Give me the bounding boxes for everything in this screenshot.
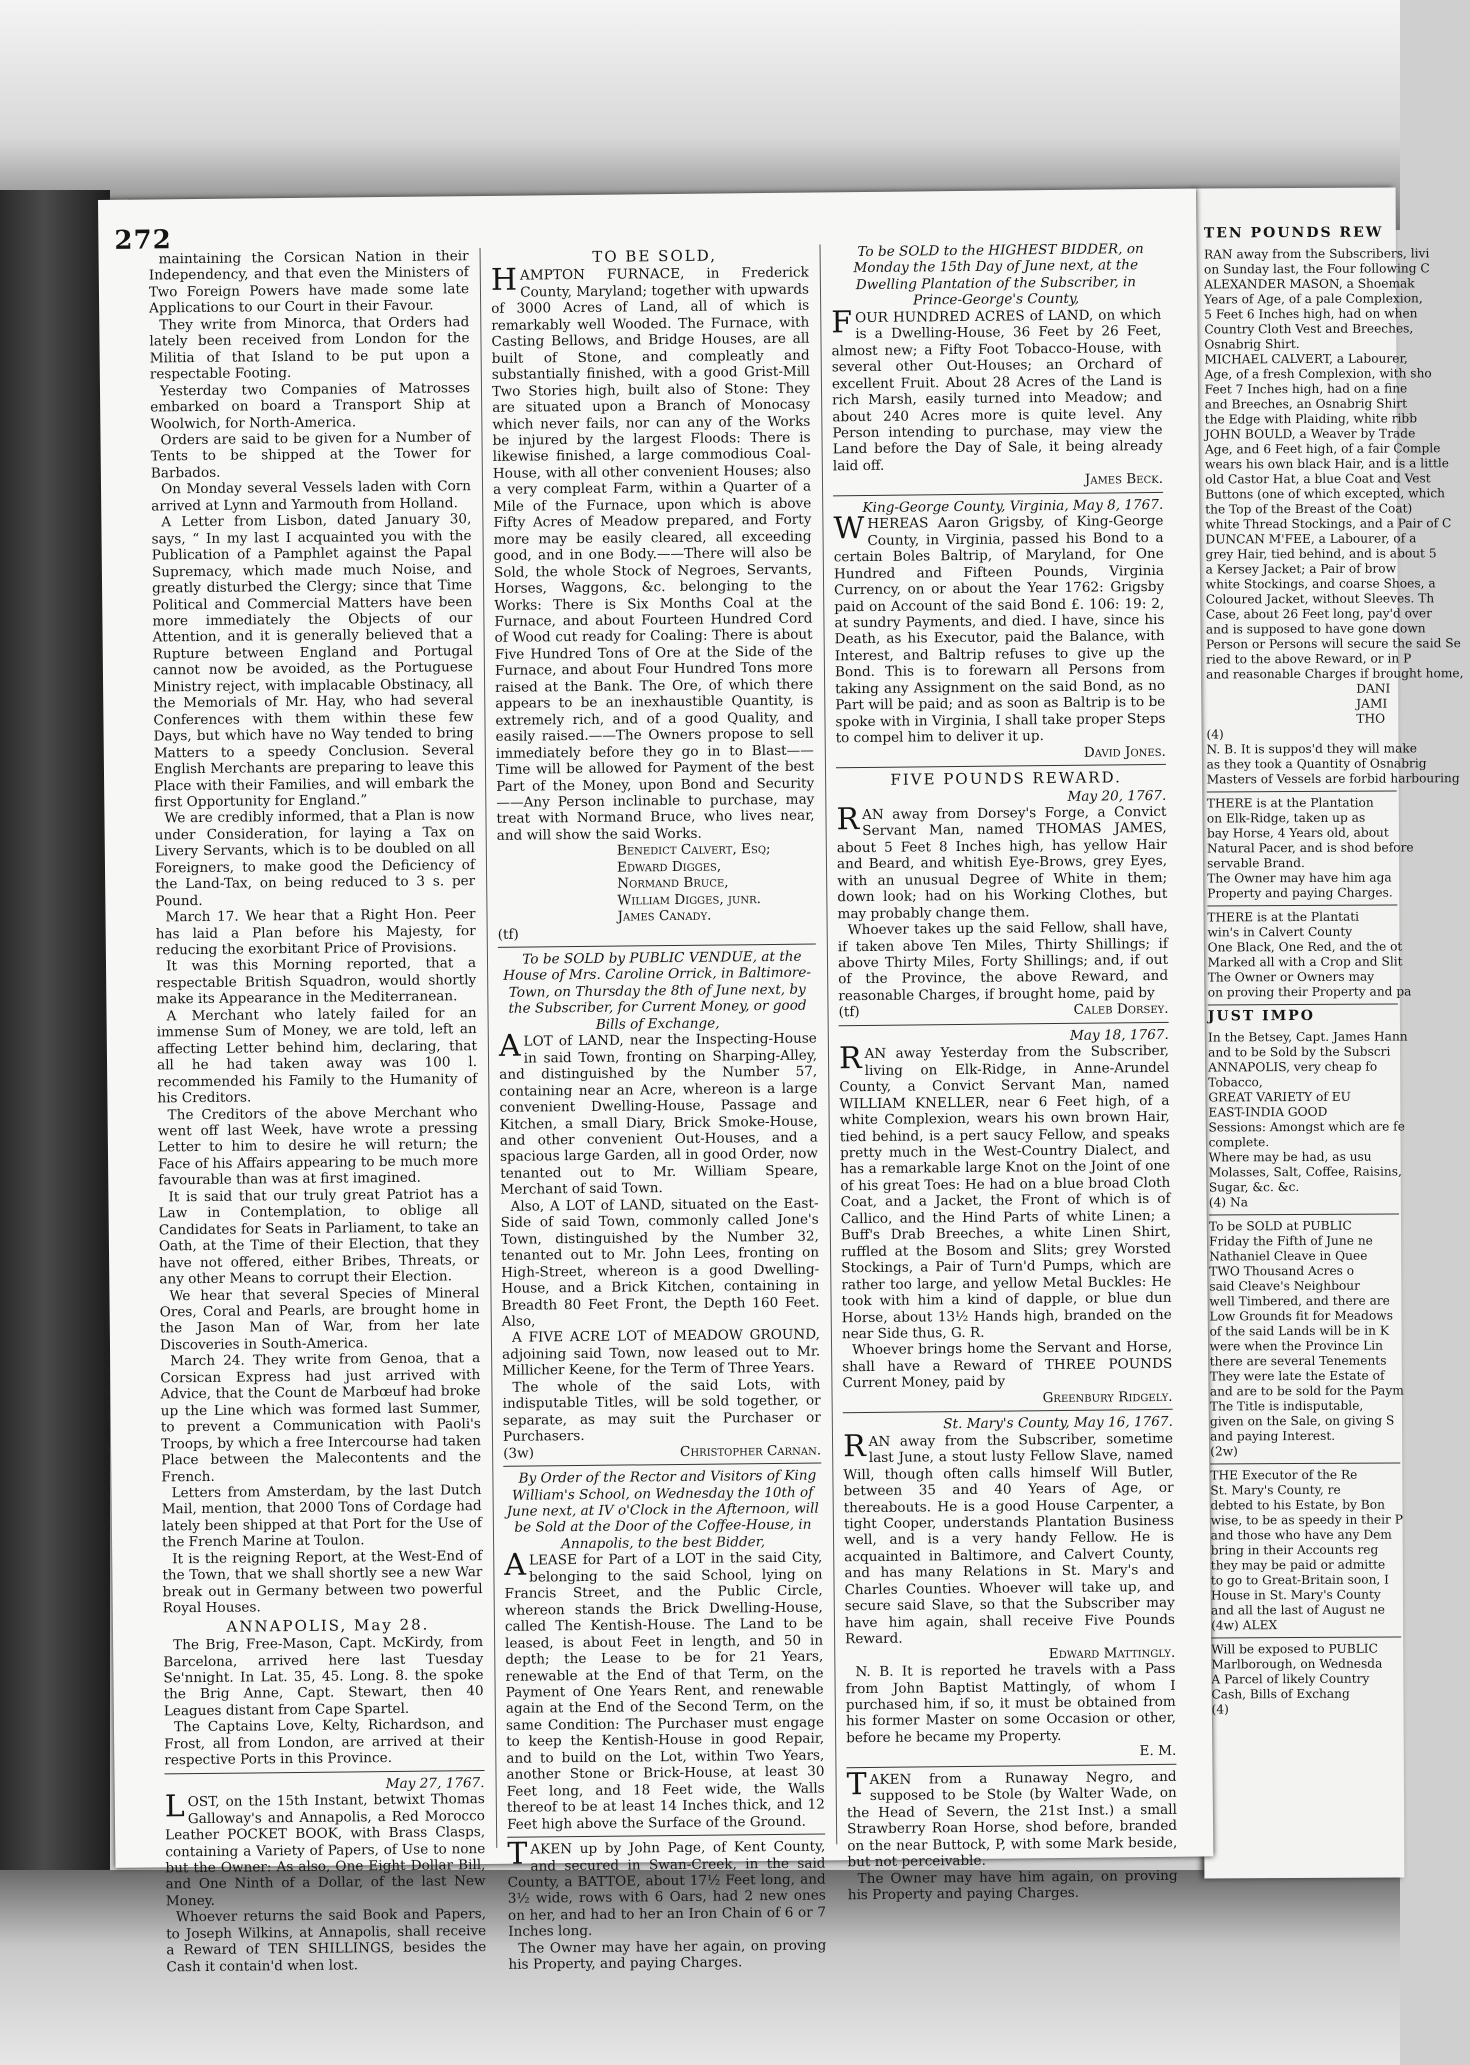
- facing-page-line: A Parcel of likely Country: [1211, 1671, 1370, 1687]
- facing-page-signature: DANI: [1356, 681, 1391, 696]
- facing-page-line: Feet 7 Inches high, had on a fine: [1204, 381, 1408, 397]
- news-paragraph: March 17. We hear that a Right Hon. Peer has laid a Plan before his Majesty, for reducing the exorbitant Price of Provisions.: [155, 906, 476, 959]
- runaway-advert-signatures: [1206, 681, 1396, 727]
- facing-page-line: The Title is indisputable,: [1209, 1398, 1364, 1414]
- five-pounds-reward: Whoever takes up the said Fellow, shall have, if taken above Ten Miles, Thirty Shillings; if above Thirty Miles, Forty Shillings; and, if out of the Province, the above Reward, and reasonable Charges, if brought home, paid by: [837, 918, 1169, 1005]
- facing-page-line: Marked all with a Crop and Slit: [1207, 954, 1403, 970]
- facing-page-line: House in St. Mary's County: [1210, 1587, 1381, 1603]
- runaway-horse-owner: The Owner may have him again, on proving his Property and paying Charges.: [847, 1867, 1178, 1904]
- facing-page-line: (4) Na: [1208, 1195, 1249, 1210]
- facing-page-line: Natural Pacer, and is shod before: [1206, 840, 1414, 856]
- facing-page-line: to go to Great-Britain soon, I: [1210, 1572, 1389, 1588]
- news-paragraph: March 24. They write from Genoa, that a Corsican Express had just arrived with Advice, that the Count de Marbœuf had broke up the Line which was formed last Summer, to prevent a Communication with Paoli's Troops, by which a free Intercourse had taken Place between the Malecontents and the French.: [160, 1350, 482, 1485]
- annapolis-paragraph: The Brig, Free-Mason, Capt. McKirdy, from Barcelona, arrived here last Tuesday Se'nnight. In Lat. 35, 45. Long. 8. the spoke the Brig Anne, Capt. Stewart, then 40 Leagues distant from Cape Spartel.: [163, 1634, 484, 1720]
- facing-page-line: Coloured Jacket, without Sleeves. Th: [1205, 591, 1435, 607]
- facing-page-line: Molasses, Salt, Coffee, Raisins,: [1208, 1164, 1402, 1180]
- facing-page-line: on proving their Property and pa: [1207, 984, 1412, 1000]
- book-spine: [0, 190, 110, 1890]
- facing-page-line: ALEXANDER MASON, a Shoemak: [1204, 276, 1415, 292]
- facing-page-line: a Kersey Jacket; a Pair of brow: [1205, 561, 1397, 577]
- facing-page-line: and is supposed to have gone down: [1205, 621, 1426, 637]
- school-lease-text: ALEASE for Part of a LOT in the said City, belonging to the said School, lying on Francis Street, and the Public Circle, whereon stands the Brick Dwelling-House, called The Kentish-House. The Land to be leased, is about Feet in length, and 50 in depth; the Lease to be for 21 Years, renewable at the End of that Term, on the Payment of One Years Rent, and renewable again at the End of the Second Term, on the same Condition: The Purchaser must engage to keep the Kentish-House in good Repair, and to build on the Lot, within Two Years, another Stone or Brick-House, at least 30 Feet long, and 18 Feet wide, the Walls thereof to be at least 14 Inches thick, and 12 Feet high above the Surface of the Ground.: [504, 1547, 825, 1833]
- news-paragraph: Letters from Amsterdam, by the last Dutch Mail, mention, that 2000 Tons of Cordage had lately been shipped at that Port for the Use of the French Marine at Toulon.: [161, 1482, 482, 1551]
- facing-page-line: N. B. It is suppos'd they will make: [1206, 741, 1417, 757]
- facing-page-line: the Edge with Plaiding, white ribb: [1204, 411, 1418, 427]
- facing-page-line: were when the Province Lin: [1209, 1338, 1384, 1354]
- annapolis-heading: ANNAPOLIS, May 28.: [226, 1615, 430, 1636]
- exposed-sale-lines: [1211, 1641, 1401, 1717]
- facing-page-line: The Owner or Owners may: [1207, 969, 1375, 985]
- runaway-advert-mark: (4): [1206, 727, 1224, 742]
- facing-page-line: wears his own black Hair, and is a little: [1204, 456, 1450, 472]
- news-paragraph: It is said that our truly great Patriot has a Law in Contemplation, to oblige all Candidates for Seats in Parliament, to take an Oath, at the Time of their Election, that they have not offered, either Bribes, Threats, or any other Means to corrupt their Election.: [158, 1185, 480, 1288]
- facing-page-line: Osnabrig Shirt.: [1204, 336, 1300, 352]
- highest-bidder-text: FOUR HUNDRED ACRES of LAND, on which is a Dwelling-House, 36 Feet by 26 Feet, almost new; a Fifty Foot Tobacco-House, with several other Out-Houses; an Orchard of excellent Fruit. About 28 Acres of the Land is rich Marsh, easily turned into Meadow; and about 240 Acres more is quite level. Any Person intending to purchase, may view the Land before the Day of Sale, it being already laid off.: [831, 304, 1163, 475]
- facing-page-line: white Stockings, and coarse Shoes, a: [1205, 576, 1436, 592]
- vendue-footer: [503, 1442, 821, 1462]
- facing-page-line: Property and paying Charges.: [1207, 885, 1393, 901]
- facing-page-line: bring in their Accounts reg: [1210, 1542, 1379, 1558]
- facing-page-line: THE Executor of the Re: [1210, 1467, 1358, 1483]
- facing-page-line: The Owner may have him aga: [1207, 870, 1392, 886]
- plantation-notice-lines: [1206, 795, 1414, 901]
- facing-page-line: THERE is at the Plantati: [1207, 909, 1360, 925]
- facing-page-line: Sugar, &c. &c.: [1208, 1180, 1300, 1195]
- hampton-signer: Benedict Calvert, Esq;: [616, 841, 771, 859]
- facing-page-line: Country Cloth Vest and Breeches,: [1204, 321, 1414, 337]
- facing-page-line: (4w) ALEX: [1211, 1618, 1278, 1633]
- facing-page-line: and reasonable Charges if brought home,: [1206, 666, 1464, 682]
- facing-page-text: [1203, 224, 1464, 1717]
- runaway-nb-lines: [1206, 741, 1460, 787]
- facing-page-line: they may be paid or admitte: [1210, 1557, 1386, 1573]
- facing-page-line: grey Hair, tied behind, and is about 5: [1205, 546, 1437, 562]
- news-paragraph: Yesterday two Companies of Matrosses embarked on board a Transport Ship at Woolwich, for North-America.: [150, 379, 471, 432]
- facing-page-line: Buttons (one of which excepted, which: [1205, 486, 1446, 502]
- hampton-advert-text: HAMPTON FURNACE, in Frederick County, Maryland; together with upwards of 3000 Acres of Land, all of which is remarkably well Wooded. The Furnace, with Casting Bellows, and Bridge Houses, are all built of Stone, and compleatly and substantially finished, with a good Grist-Mill Two Stories high, built also of Stone: They are situated upon a Branch of Monocasy which never fails, nor can any of the Works be injured by the largest Floods: There is likewise finished, a large commodious Coal-House, with all other convenient Houses; also a very compleat Farm, within a Quarter of a Mile of the Furnace, upon which is above Fifty Acres of Meadow prepared, and Forty more may be easily cleared, all exceeding good, and in one Body.——There will also be Sold, the whole Stock of Negroes, Servants, Horses, Waggons, &c. belonging to the Works: There is Six Months Coal at the Furnace, and about Fourteen Hundred Cord of Wood cut ready for Coaling: There is about Five Hundred Tons of Ore at the Side of the Furnace, and about Four Hundred Tons more raised at the Bank. The Ore, of which there appears to be an inexhaustible Quantity, is extremely rich, and of a good Quality, and easily raised.——The Owners propose to sell immediately before they go in to Blast——Time will be allowed for Payment of the best Part of the Money, upon Bond and Security——Any Person inclinable to purchase, may treat with Normand Bruce, who lives near, and will show the said Works.: [490, 263, 815, 844]
- facing-page-line: and Breeches, an Osnabrig Shirt: [1204, 396, 1408, 412]
- facing-page-line: and to be Sold by the Subscri: [1208, 1044, 1391, 1060]
- import-heading: JUST IMPO: [1207, 1007, 1315, 1025]
- facing-page-line: and those who have any Dem: [1210, 1527, 1392, 1543]
- facing-page-line: They were late the Estate of: [1209, 1368, 1385, 1384]
- king-george-dateline: King-George County, Virginia, May 8, 1767.: [862, 496, 1164, 516]
- facing-page-line: and paying Interest.: [1210, 1428, 1336, 1444]
- news-paragraph: We are credibly informed, that a Plan is now under Consideration, for laying a Tax on Livery Servants, which is to be doubled on all Foreigners, to make good the Deficiency of the Land-Tax, on being reduced to 3 s. per Pound.: [154, 807, 476, 910]
- facing-page-line: ried to the above Reward, or in P: [1206, 651, 1412, 667]
- lost-advert-text: LOST, on the 15th Instant, betwixt Thomas Galloway's and Annapolis, a Red Morocco Leather POCKET BOOK, with Brass Clasps, containing a Variety of Papers, of Use to none but the Owner: As also, One Eight Dollar Bill, and One Ninth of a Dollar, of the last New Money.: [164, 1789, 486, 1910]
- column-3: [831, 241, 1178, 1904]
- news-paragraph: It is the reigning Report, at the West-End of the Town, that we shall shortly see a new War break out in Germany between two powerful Royal Houses.: [162, 1547, 483, 1617]
- column-2: [491, 245, 827, 1974]
- annapolis-paragraph: The Captains Love, Kelty, Richardson, and Frost, all from London, are arrived at their respective Ports in this Province.: [164, 1716, 485, 1769]
- facing-page-line: white Thread Stockings, and a Pair of C: [1205, 516, 1452, 532]
- lost-advert-date: May 27, 1767.: [385, 1774, 485, 1792]
- vendue-lot-2: Also, A LOT of LAND, situated on the East-Side of said Town, commonly called Jone's Town, distinguished by the Number 32, tenanted out to Mr. John Lees, fronting on High-Street, whereon is a good Dwelling-House, and a Brick Kitchen, containing in Breadth 80 Feet Front, the Depth 160 Feet. Also,: [500, 1195, 820, 1330]
- facing-page-line: well Timbered, and there are: [1209, 1293, 1390, 1309]
- battoe-advert-text: TAKEN up by John Page, of Kent County, and secured in Swan-Creek, in the said County, a BATTOE, about 17½ Feet long, and 3½ wide, rows with 6 Oars, had 2 new ones on her, and had to her an Iron Chain of 6 or 7 Inches long.: [507, 1836, 827, 1941]
- facing-page-line: JOHN BOULD, a Weaver by Trade: [1204, 426, 1416, 442]
- will-nb: N. B. It is reported he travels with a Pass from John Baptist Mattingly, of whom I purchased him, if so, it must be obtained from his former Master on some Occasion or other, before he became my Property.: [845, 1660, 1177, 1747]
- news-paragraph: They write from Minorca, that Orders had lately been received from London for the Militia of that Island to be put upon a respectable Footing.: [149, 313, 470, 383]
- facing-page-line: Will be exposed to PUBLIC: [1211, 1641, 1378, 1657]
- news-paragraph: The Creditors of the above Merchant who went off last Week, have wrote a pressing Letter to him to desire he will return; the Face of his Affairs appearing to be much more favourable than was at first imagined.: [157, 1103, 479, 1189]
- facing-page-line: Masters of Vessels are forbid harbouring: [1206, 771, 1460, 787]
- import-notice-lines: [1207, 1029, 1408, 1210]
- facing-page-line: Case, about 26 Feet long, pay'd over: [1205, 606, 1432, 622]
- facing-page-line: old Castor Hat, a blue Coat and Vest: [1205, 471, 1431, 487]
- facing-page-line: on Elk-Ridge, taken up as: [1206, 810, 1366, 826]
- facing-page-line: win's in Calvert County: [1207, 924, 1353, 940]
- facing-page-line: MICHAEL CALVERT, a Labourer,: [1204, 351, 1408, 367]
- news-paragraph: Orders are said to be given for a Number of Tents to be shipped at the Tower for Barbados.: [150, 429, 471, 482]
- executor-notice-lines: [1210, 1467, 1401, 1633]
- hampton-signers: [497, 841, 816, 927]
- news-paragraph: maintaining the Corsican Nation in their Independency, and that even the Ministers of Two Foreign Powers have made some late Applications to our Court in their Favour.: [148, 248, 470, 317]
- facing-page-line: as they took a Quantity of Osnabrig: [1206, 756, 1427, 772]
- king-george-signature: David Jones.: [1083, 743, 1166, 761]
- facing-page-line: EAST-INDIA GOOD: [1208, 1104, 1328, 1120]
- facing-page-line: TWO Thousand Acres o: [1209, 1263, 1355, 1279]
- facing-page-line: (4): [1211, 1702, 1229, 1717]
- news-paragraph: It was this Morning reported, that a respectable British Squadron, would shortly make its Appearance in the Mediterranean.: [156, 955, 477, 1008]
- five-pounds-heading: FIVE POUNDS REWARD.: [890, 768, 1122, 789]
- facing-page-line: RAN away from the Subscribers, livi: [1203, 246, 1430, 262]
- facing-page-line: bay Horse, 4 Years old, about: [1206, 825, 1389, 841]
- facing-page-line: Age, and 6 Feet high, of a fair Comple: [1204, 441, 1441, 457]
- facing-page-line: Sessions: Amongst which are fe: [1208, 1119, 1405, 1135]
- vendue-signature: Christopher Carnan.: [679, 1442, 822, 1460]
- hampton-signer: Edward Digges,: [616, 858, 722, 876]
- column-1: [149, 248, 487, 1975]
- page-number: 272: [114, 225, 172, 256]
- news-paragraph: A Letter from Lisbon, dated January 30, says, “ In my last I acquainted you with the Publication of a Pamphlet against the Papal Supremacy, which made much Noise, and greatly disturbed the Clergy; since that Time Political and Commercial Matters have been more immediately the Objects of our Attention, and it is generally believed that a Rupture between England and Portugal cannot now be avoided, as the Portuguese Ministry reject, with implacable Obstinacy, all the Memorials of Mr. Hay, who had several Conferences with them within these few Days, but which have no Way tended to bring Matters to a speedy Conclusion. Several English Merchants are preparing to leave this Place with their Families, and will embark the first Opportunity for England.”: [151, 511, 475, 811]
- hampton-signer: Normand Bruce,: [617, 874, 729, 892]
- highest-bidder-signature: James Beck.: [1084, 471, 1164, 489]
- facing-page-line: wise, to be as speedy in their P: [1210, 1512, 1403, 1528]
- vendue-heading: To be SOLD by PUBLIC VENDUE, at the House of Mrs. Caroline Orrick, in Baltimore-Town, on Thursday the 8th of June next, by the Subscriber, for Current Money, or good Bills of Exchange,: [503, 948, 812, 1033]
- calvert-notice-lines: [1207, 909, 1412, 1000]
- hampton-mark: (tf): [497, 926, 519, 943]
- facing-page-line: THERE is at the Plantation: [1206, 795, 1374, 811]
- facing-page-line: 5 Feet 6 Inches high, had on when: [1204, 306, 1418, 322]
- five-pounds-date: May 20, 1767.: [1067, 787, 1167, 805]
- facing-page-line: servable Brand.: [1207, 855, 1305, 871]
- school-heading: By Order of the Rector and Visitors of King William's School, on Wednesday the 10th of June next, at IV o'Clock in the Afternoon, will be Sold at the Door of the Coffee-House, in Annapolis, to the best Bidder,: [506, 1467, 819, 1553]
- five-pounds-mark: (tf): [838, 1004, 860, 1021]
- facing-page-line: and all the last of August ne: [1210, 1602, 1385, 1618]
- annapolis-news: [163, 1634, 484, 1769]
- newspaper-page: [98, 189, 1213, 1976]
- facing-page-line: (2w): [1210, 1444, 1238, 1459]
- facing-page-signature: THO: [1356, 711, 1386, 726]
- facing-page-line: Age, of a fresh Complexion, with sho: [1204, 366, 1432, 382]
- facing-page-line: Marlborough, on Wednesda: [1211, 1656, 1383, 1672]
- hampton-heading: TO BE SOLD,: [592, 246, 718, 266]
- kneller-text: RAN away Yesterday from the Subscriber, living on Elk-Ridge, in Anne-Arundel County, a Convict Servant Man, named WILLIAM KNELLER, near 6 Feet high, of a white Complexion, wears his own brown Hair, tied behind, is a pert saucy Fellow, and speaks pretty much in the West-Country Dialect, and has a remarkable large Knot on the Joint of one of his great Toes: He had on a blue broad Cloth Coat, and a Jacket, the Front of which is of Callico, and the Hind Parts of white Linen; a Buff's Drab Breeches, a white Linen Shirt, ruffled at the Bosom and Slits; grey Worsted Stockings, a Pair of Turn'd Pumps, which are rather too large, and yellow Metal Buckles: He took with him a kind of dapple, or blue dun Horse, about 13½ Hands high, branded on the near Side thus, G. R.: [838, 1041, 1172, 1343]
- facing-page-line: Person or Persons will secure the said Se: [1205, 636, 1461, 652]
- vendue-lot-1: ALOT of LAND, near the Inspecting-House in said Town, fronting on Sharping-Alley, and distinguished by the Number 57, containing near an Acre, whereon is a large convenient Dwelling-House, Passage and Kitchen, a small Diary, Brick Smoke-House, and other convenient Out-Houses, and a spacious large Garden, all in good Order, now tenanted out to Mr. William Speare, Merchant of said Town.: [498, 1028, 819, 1199]
- facing-page-line: ANNAPOLIS, very cheap fo: [1208, 1059, 1378, 1075]
- facing-page-line: debted to his Estate, by Bon: [1210, 1497, 1385, 1513]
- facing-page-heading: TEN POUNDS REW: [1203, 224, 1384, 242]
- facing-page-line: there are several Tenements: [1209, 1353, 1387, 1369]
- facing-page: [1196, 187, 1464, 1878]
- facing-page-line: complete.: [1208, 1135, 1270, 1150]
- facing-page-line: Nathaniel Cleave in Quee: [1209, 1248, 1368, 1264]
- facing-page-line: Tobacco,: [1208, 1075, 1263, 1090]
- facing-page-line: Years of Age, of a pale Complexion,: [1204, 291, 1423, 307]
- runaway-advert-lines: [1203, 246, 1464, 682]
- lost-advert-reward: Whoever returns the said Book and Papers, to Joseph Wilkins, at Annapolis, shall receive a Reward of TEN SHILLINGS, besides the Cash it contain'd when lost.: [166, 1906, 487, 1976]
- facing-page-signature: JAMI: [1356, 696, 1388, 711]
- public-sale-lines: [1208, 1218, 1404, 1459]
- kneller-date: May 18, 1767.: [1069, 1026, 1169, 1044]
- will-initials: E. M.: [1139, 1743, 1177, 1760]
- hampton-signer: William Digges, junr.: [617, 890, 762, 909]
- facing-page-line: and are to be sold for the Paym: [1209, 1383, 1404, 1399]
- will-signature: Edward Mattingly.: [1048, 1644, 1176, 1662]
- news-paragraph: A Merchant who lately failed for an immense Sum of Money, we are told, left an affecting Letter behind him, declaring, that all he had taken away was 100 l. recommended his Family to the Humanity of his Creditors.: [156, 1004, 478, 1107]
- london-news: [149, 248, 483, 1617]
- king-george-text: WHEREAS Aaron Grigsby, of King-George County, in Virginia, passed his Bond to a certain Boles Baltrip, of Maryland, for One Hundred and Fifteen Pounds, Virginia Currency, on or about the Year 1762: Grigsby paid on Account of the said Bond £. 106: 19: 2, at sundry Payments, and died. I have, since his Death, as his Executor, paid the Balance, with Interest, and Baltrip refuses to give up the Bond. This is to forewarn all Persons from taking any Assignment on the said Bond, as no Part will be paid; and as soon as Baltrip is to be spoke with in Virginia, I shall take proper Steps to compel him to deliver it up.: [833, 511, 1166, 747]
- five-pounds-text: RAN away from Dorsey's Forge, a Convict Servant Man, named THOMAS JAMES, about 5 Feet 8 Inches high, has yellow Hair and Beard, and whitish Eye-Brows, grey Eyes, with an unusual Degree of White in them; down look; had on his Working Clothes, but may probably change them.: [836, 802, 1168, 922]
- will-dateline: St. Mary's County, May 16, 1767.: [943, 1414, 1173, 1433]
- runaway-horse-text: TAKEN from a Runaway Negro, and supposed to be Stole (by Walter Wade, on the Head of Severn, the 21st Inst.) a small Strawberry Roan Horse, shod before, branded on the near Buttock, P, with some Mark beside, but not perceivable.: [846, 1766, 1178, 1871]
- kneller-reward: Whoever brings home the Servant and Horse, shall have a Reward of THREE POUNDS Current Money, paid by: [842, 1339, 1173, 1392]
- highest-bidder-heading: To be SOLD to the HIGHEST BIDDER, on Monday the 15th Day of June next, at the Dwelling Plantation of the Subscriber, in Prince-George's County,: [853, 241, 1144, 309]
- facing-page-line: said Cleave's Neighbour: [1209, 1278, 1360, 1294]
- news-paragraph: On Monday several Vessels laden with Corn arrived at Lynn and Yarmouth from Holland.: [151, 478, 472, 515]
- hampton-signer: James Canady.: [617, 907, 712, 925]
- will-text: RAN away from the Subscriber, sometime last June, a stout lusty Fellow Slave, named Will, though often calls himself Will Butler, between 35 and 40 Years of Age, or thereabouts. He is a good House Carpenter, a tight Cooper, understands Plantation Business well, and is a very handy Fellow. He is acquainted in Baltimore, and Calvert County, and has many Relations in St. Mary's and Charles Counties. Whoever will take up, and secure said Slave, so that the Subscriber may have him again, shall receive Five Pounds Reward.: [842, 1428, 1176, 1648]
- facing-page-line: the Top of the Breast of the Coat): [1205, 501, 1413, 517]
- facing-page-line: GREAT VARIETY of EU: [1208, 1089, 1351, 1105]
- kneller-signature: Greenbury Ridgely.: [1042, 1388, 1173, 1406]
- facing-page-line: Cash, Bills of Exchang: [1211, 1686, 1350, 1702]
- facing-page-line: In the Betsey, Capt. James Hann: [1207, 1029, 1408, 1045]
- five-pounds-signature: Caleb Dorsey.: [1073, 1001, 1169, 1019]
- facing-page-line: Friday the Fifth of June ne: [1209, 1233, 1373, 1249]
- facing-page-line: Where may be had, as usu: [1208, 1149, 1372, 1165]
- battoe-advert-owner: The Owner may have her again, on proving his Property, and paying Charges.: [508, 1937, 827, 1974]
- vendue-terms: The whole of the said Lots, with indisputable Titles, will be sold together, or separate, as may suit the Purchaser or Purchasers.: [502, 1376, 821, 1445]
- facing-page-line: on Sunday last, the Four following C: [1203, 261, 1430, 277]
- vendue-mark: (3w): [503, 1445, 535, 1462]
- facing-page-line: One Black, One Red, and the ot: [1207, 939, 1403, 955]
- facing-page-line: given on the Sale, on giving S: [1209, 1413, 1395, 1429]
- five-pounds-footer: [838, 1001, 1168, 1021]
- facing-page-line: Low Grounds fit for Meadows: [1209, 1308, 1394, 1324]
- facing-page-line: To be SOLD at PUBLIC: [1208, 1218, 1352, 1234]
- news-paragraph: We hear that several Species of Mineral Ores, Coral and Pearls, are brought home in the Jason Man of War, from her late Discoveries in South-America.: [159, 1284, 480, 1354]
- facing-page-line: of the said Lands will be in K: [1209, 1323, 1390, 1339]
- vendue-lot-3: A FIVE ACRE LOT of MEADOW GROUND, adjoining said Town, now leased out to Mr. Millicher Keene, for the Term of Three Years.: [502, 1326, 821, 1380]
- facing-page-line: St. Mary's County, re: [1210, 1482, 1341, 1498]
- facing-page-line: DUNCAN M'FEE, a Labourer, of a: [1205, 531, 1417, 547]
